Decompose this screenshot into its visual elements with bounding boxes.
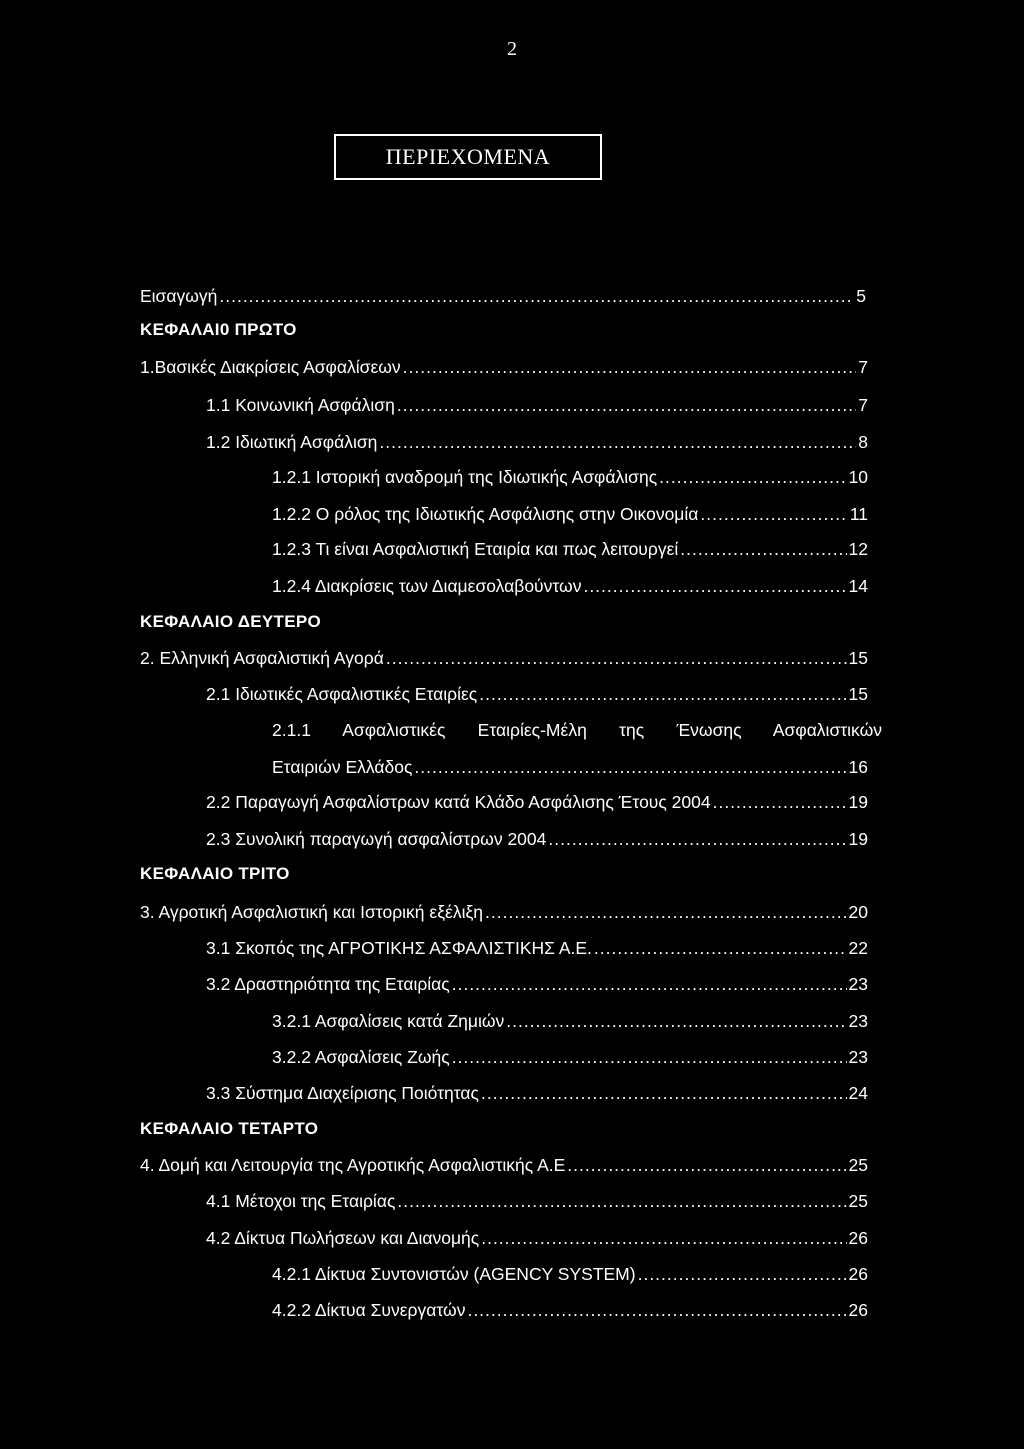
dot-leader: [414, 757, 846, 778]
toc-entry-3-2-1: [272, 1011, 868, 1035]
toc-entry-2-3: [206, 829, 868, 853]
toc-entry-page: 7: [858, 395, 868, 415]
toc-entry-page: 19: [848, 829, 868, 849]
dot-leader: [659, 467, 846, 488]
toc-entry-label: 1.Βασικές Διακρίσεις Ασφαλίσεων: [140, 357, 401, 377]
toc-entry-1: [140, 357, 868, 381]
toc-entry-page: 26: [848, 1300, 868, 1320]
dot-leader: [219, 286, 854, 307]
toc-entry-label: 3.1 Σκοπός της ΑΓΡΟΤΙΚΗΣ ΑΣΦΑΛΙΣΤΙΚΗΣ Α.Ε.: [206, 938, 592, 958]
page-title: ΠΕΡΙΕΧΟΜΕΝΑ: [334, 134, 602, 180]
toc-entry-label: Εισαγωγή: [140, 286, 218, 306]
dot-leader: [452, 1047, 847, 1068]
dot-leader: [548, 829, 846, 850]
dot-leader: [467, 1300, 846, 1321]
dot-leader: [481, 1228, 846, 1249]
dot-leader: [583, 576, 846, 597]
toc-entry-3: [140, 902, 868, 926]
toc-entry-3-1: [206, 938, 868, 962]
dot-leader: [594, 938, 847, 959]
toc-entry-label: 3.2.1 Ασφαλίσεις κατά Ζημιών: [272, 1011, 505, 1031]
toc-entry-3-2: [206, 974, 868, 998]
toc-entry-1-2-4: [272, 576, 868, 600]
toc-entry-label: 1.2.3 Τι είναι Ασφαλιστική Εταιρία και πως λειτουργεί: [272, 539, 679, 559]
toc-entry-4-2: [206, 1228, 868, 1252]
toc-entry-intro: [140, 286, 866, 310]
dot-leader: [700, 504, 847, 525]
chapter-heading-1: ΚΕΦΑΛΑΙ0 ΠΡΩΤΟ: [140, 320, 297, 339]
dot-leader: [567, 1155, 846, 1176]
toc-entry-3-3: [206, 1083, 868, 1107]
toc-entry-4: [140, 1155, 868, 1179]
toc-entry-4-2-2: [272, 1300, 868, 1324]
toc-entry-label: 3. Αγροτική Ασφαλιστική και Ιστορική εξέλιξη: [140, 902, 484, 922]
toc-entry-label: 4.2.2 Δίκτυα Συνεργατών: [272, 1300, 466, 1320]
toc-entry-page: 26: [848, 1264, 868, 1284]
toc-entry-label: 1.2 Ιδιωτική Ασφάλιση: [206, 432, 378, 452]
toc-entry-3-2-2: [272, 1047, 868, 1071]
toc-entry-page: 20: [848, 902, 868, 922]
toc-entry-label: 3.3 Σύστημα Διαχείρισης Ποιότητας: [206, 1083, 479, 1103]
toc-entry-label: 2.3 Συνολική παραγωγή ασφαλίστρων 2004: [206, 829, 547, 849]
dot-leader: [379, 432, 856, 453]
toc-entry-page: 24: [848, 1083, 868, 1103]
toc-entry-label: 1.1 Κοινωνική Ασφάλιση: [206, 395, 395, 415]
dot-leader: [680, 539, 846, 560]
toc-entry-label: 2.2 Παραγωγή Ασφαλίστρων κατά Κλάδο Ασφάλισης Έτους 2004: [206, 792, 711, 812]
toc-entry-label: 3.2.2 Ασφαλίσεις Ζωής: [272, 1047, 450, 1067]
toc-entry-label: 4.2 Δίκτυα Πωλήσεων και Διανομής: [206, 1228, 480, 1248]
dot-leader: [397, 1191, 846, 1212]
toc-entry-label: 2. Ελληνική Ασφαλιστική Αγορά: [140, 648, 384, 668]
toc-entry-page: 16: [848, 757, 868, 777]
dot-leader: [452, 974, 847, 995]
toc-entry-2: [140, 648, 868, 672]
toc-entry-page: 15: [848, 684, 868, 704]
toc-entry-label: Εταιριών Ελλάδος: [272, 757, 413, 777]
dot-leader: [386, 648, 847, 669]
toc-entry-label: 4.1 Μέτοχοι της Εταιρίας: [206, 1191, 396, 1211]
toc-entry-label: 4. Δομή και Λειτουργία της Αγροτικής Ασφαλιστικής Α.Ε: [140, 1155, 566, 1175]
toc-entry-page: 5: [856, 286, 866, 306]
toc-entry-1-2: [206, 432, 868, 456]
chapter-heading-4: ΚΕΦΑΛΑΙΟ ΤΕΤΑΡΤΟ: [140, 1119, 319, 1138]
chapter-heading-2: ΚΕΦΑΛΑΙΟ ΔΕΥΤΕΡΟ: [140, 612, 322, 631]
toc-entry-1-2-3: [272, 539, 868, 563]
toc-entry-1-2-2: [272, 504, 868, 528]
toc-entry-2-2: [206, 792, 868, 816]
toc-entry-page: 23: [848, 974, 868, 994]
toc-entry-label: 4.2.1 Δίκτυα Συντονιστών (AGENCY SYSTEM): [272, 1264, 636, 1284]
toc-entry-page: 25: [848, 1191, 868, 1211]
toc-entry-label: 2.1.1 Ασφαλιστικές Εταιρίες-Μέλη της Ένωσης Ασφαλιστικών: [272, 720, 882, 740]
toc-entry-label: 3.2 Δραστηριότητα της Εταιρίας: [206, 974, 450, 994]
toc-entry-label: 1.2.4 Διακρίσεις των Διαμεσολαβούντων: [272, 576, 582, 596]
toc-entry-1-1: [206, 395, 868, 419]
dot-leader: [638, 1264, 847, 1285]
toc-entry-page: 11: [849, 504, 868, 524]
dot-leader: [485, 902, 846, 923]
toc-entry-page: 10: [848, 467, 868, 487]
toc-entry-page: 19: [848, 792, 868, 812]
toc-entry-4-2-1: [272, 1264, 868, 1288]
toc-entry-page: 23: [848, 1011, 868, 1031]
toc-entry-page: 22: [848, 938, 868, 958]
toc-entry-page: 8: [858, 432, 868, 452]
toc-entry-2-1: [206, 684, 868, 708]
toc-entry-4-1: [206, 1191, 868, 1215]
toc-entry-page: 26: [848, 1228, 868, 1248]
dot-leader: [713, 792, 847, 813]
toc-entry-page: 12: [848, 539, 868, 559]
toc-entry-label: 1.2.2 Ο ρόλος της Ιδιωτικής Ασφάλισης στην Οικονομία: [272, 504, 699, 524]
dot-leader: [506, 1011, 846, 1032]
page-number: 2: [507, 38, 517, 60]
toc-entry-1-2-1: [272, 467, 868, 491]
toc-entry-2-1-1-line2: [272, 757, 868, 781]
toc-entry-2-1-1-line1: [272, 720, 882, 744]
dot-leader: [403, 357, 857, 378]
chapter-heading-3: ΚΕΦΑΛΑΙΟ ΤΡΙΤΟ: [140, 864, 290, 883]
toc-entry-page: 7: [858, 357, 868, 377]
toc-entry-page: 23: [848, 1047, 868, 1067]
dot-leader: [397, 395, 856, 416]
toc-entry-page: 14: [848, 576, 868, 596]
dot-leader: [479, 684, 846, 705]
toc-entry-page: 15: [848, 648, 868, 668]
toc-entry-page: 25: [848, 1155, 868, 1175]
toc-entry-label: 2.1 Ιδιωτικές Ασφαλιστικές Εταιρίες: [206, 684, 478, 704]
toc-entry-label: 1.2.1 Ιστορική αναδρομή της Ιδιωτικής Ασφάλισης: [272, 467, 658, 487]
dot-leader: [481, 1083, 847, 1104]
